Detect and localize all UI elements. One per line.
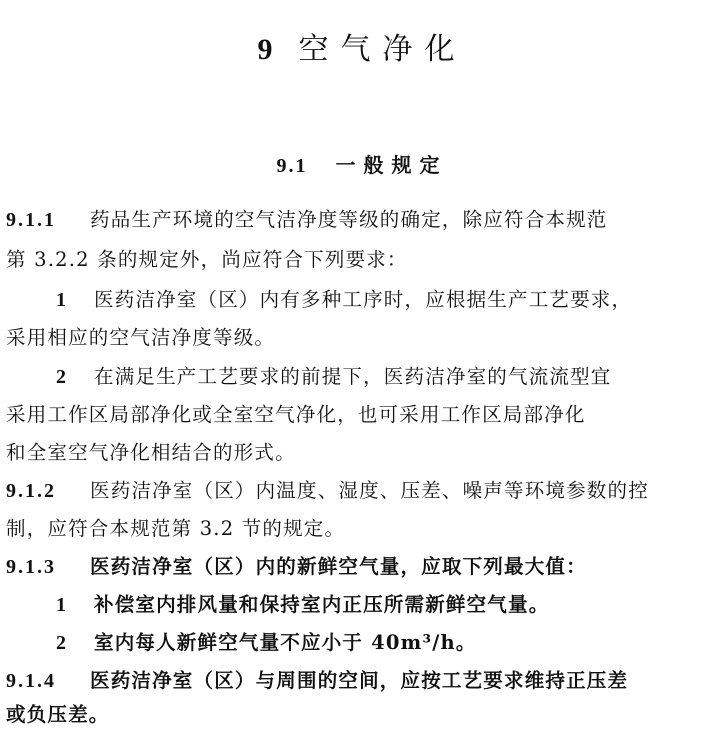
- clause-9-1-4-line-1: [6, 666, 718, 696]
- item-text: 采用相应的空气洁净度等级。: [6, 326, 276, 349]
- clause-text: 医药洁净室（区）内的新鲜空气量，应取下列最大值：: [90, 555, 587, 578]
- clause-number: 9.1.3: [6, 556, 56, 578]
- item-text: 在满足生产工艺要求的前提下，医药洁净室的气流流型宜: [94, 365, 612, 388]
- section-number: 9.1: [276, 155, 308, 177]
- clause-text: 或负压差。: [6, 703, 110, 726]
- item-number: 2: [56, 632, 67, 654]
- item-text: 和全室空气净化相结合的形式。: [6, 441, 296, 464]
- clause-9-1-2-line-2: [6, 514, 718, 544]
- clause-9-1-1-item-2-line-3: [6, 438, 718, 468]
- clause-9-1-3-item-1: [56, 590, 718, 620]
- item-number: 2: [56, 366, 67, 388]
- section-title: [0, 150, 724, 181]
- chapter-title-text: 空气净化: [298, 32, 467, 67]
- clause-text: 制，应符合本规范第 3.2 节的规定。: [6, 517, 346, 540]
- clause-number: 9.1.1: [6, 209, 56, 231]
- chapter-title: [0, 30, 724, 70]
- item-text: 室内每人新鲜空气量不应小于 40m³/h。: [94, 631, 477, 654]
- item-number: 1: [56, 289, 67, 311]
- clause-9-1-1-item-1-line-1: [56, 285, 718, 315]
- item-text: 补偿室内排风量和保持室内正压所需新鲜空气量。: [94, 593, 550, 616]
- item-number: 1: [56, 594, 67, 616]
- clause-9-1-1-line-2: [6, 245, 718, 275]
- clause-9-1-3-line-1: [6, 552, 718, 582]
- clause-9-1-4-line-2: [6, 700, 718, 730]
- clause-text: 医药洁净室（区）与周围的空间，应按工艺要求维持正压差: [90, 669, 629, 692]
- section-title-text: 一般规定: [335, 153, 448, 177]
- clause-9-1-3-item-2: [56, 628, 718, 658]
- clause-9-1-2-line-1: [6, 476, 718, 506]
- clause-text: 第 3.2.2 条的规定外，尚应符合下列要求：: [6, 248, 408, 271]
- clause-text: 药品生产环境的空气洁净度等级的确定，除应符合本规范: [90, 208, 608, 231]
- clause-number: 9.1.2: [6, 480, 56, 502]
- clause-number: 9.1.4: [6, 670, 56, 692]
- clause-9-1-1-line-1: [6, 205, 718, 235]
- clause-9-1-1-item-2-line-1: [56, 362, 718, 392]
- item-text: 采用工作区局部净化或全室空气净化，也可采用工作区局部净化: [6, 403, 586, 426]
- item-text: 医药洁净室（区）内有多种工序时，应根据生产工艺要求，: [94, 288, 633, 311]
- chapter-number: 9: [257, 33, 273, 66]
- clause-9-1-1-item-2-line-2: [6, 400, 718, 430]
- clause-text: 医药洁净室（区）内温度、湿度、压差、噪声等环境参数的控: [90, 479, 649, 502]
- clause-9-1-1-item-1-line-2: [6, 323, 718, 353]
